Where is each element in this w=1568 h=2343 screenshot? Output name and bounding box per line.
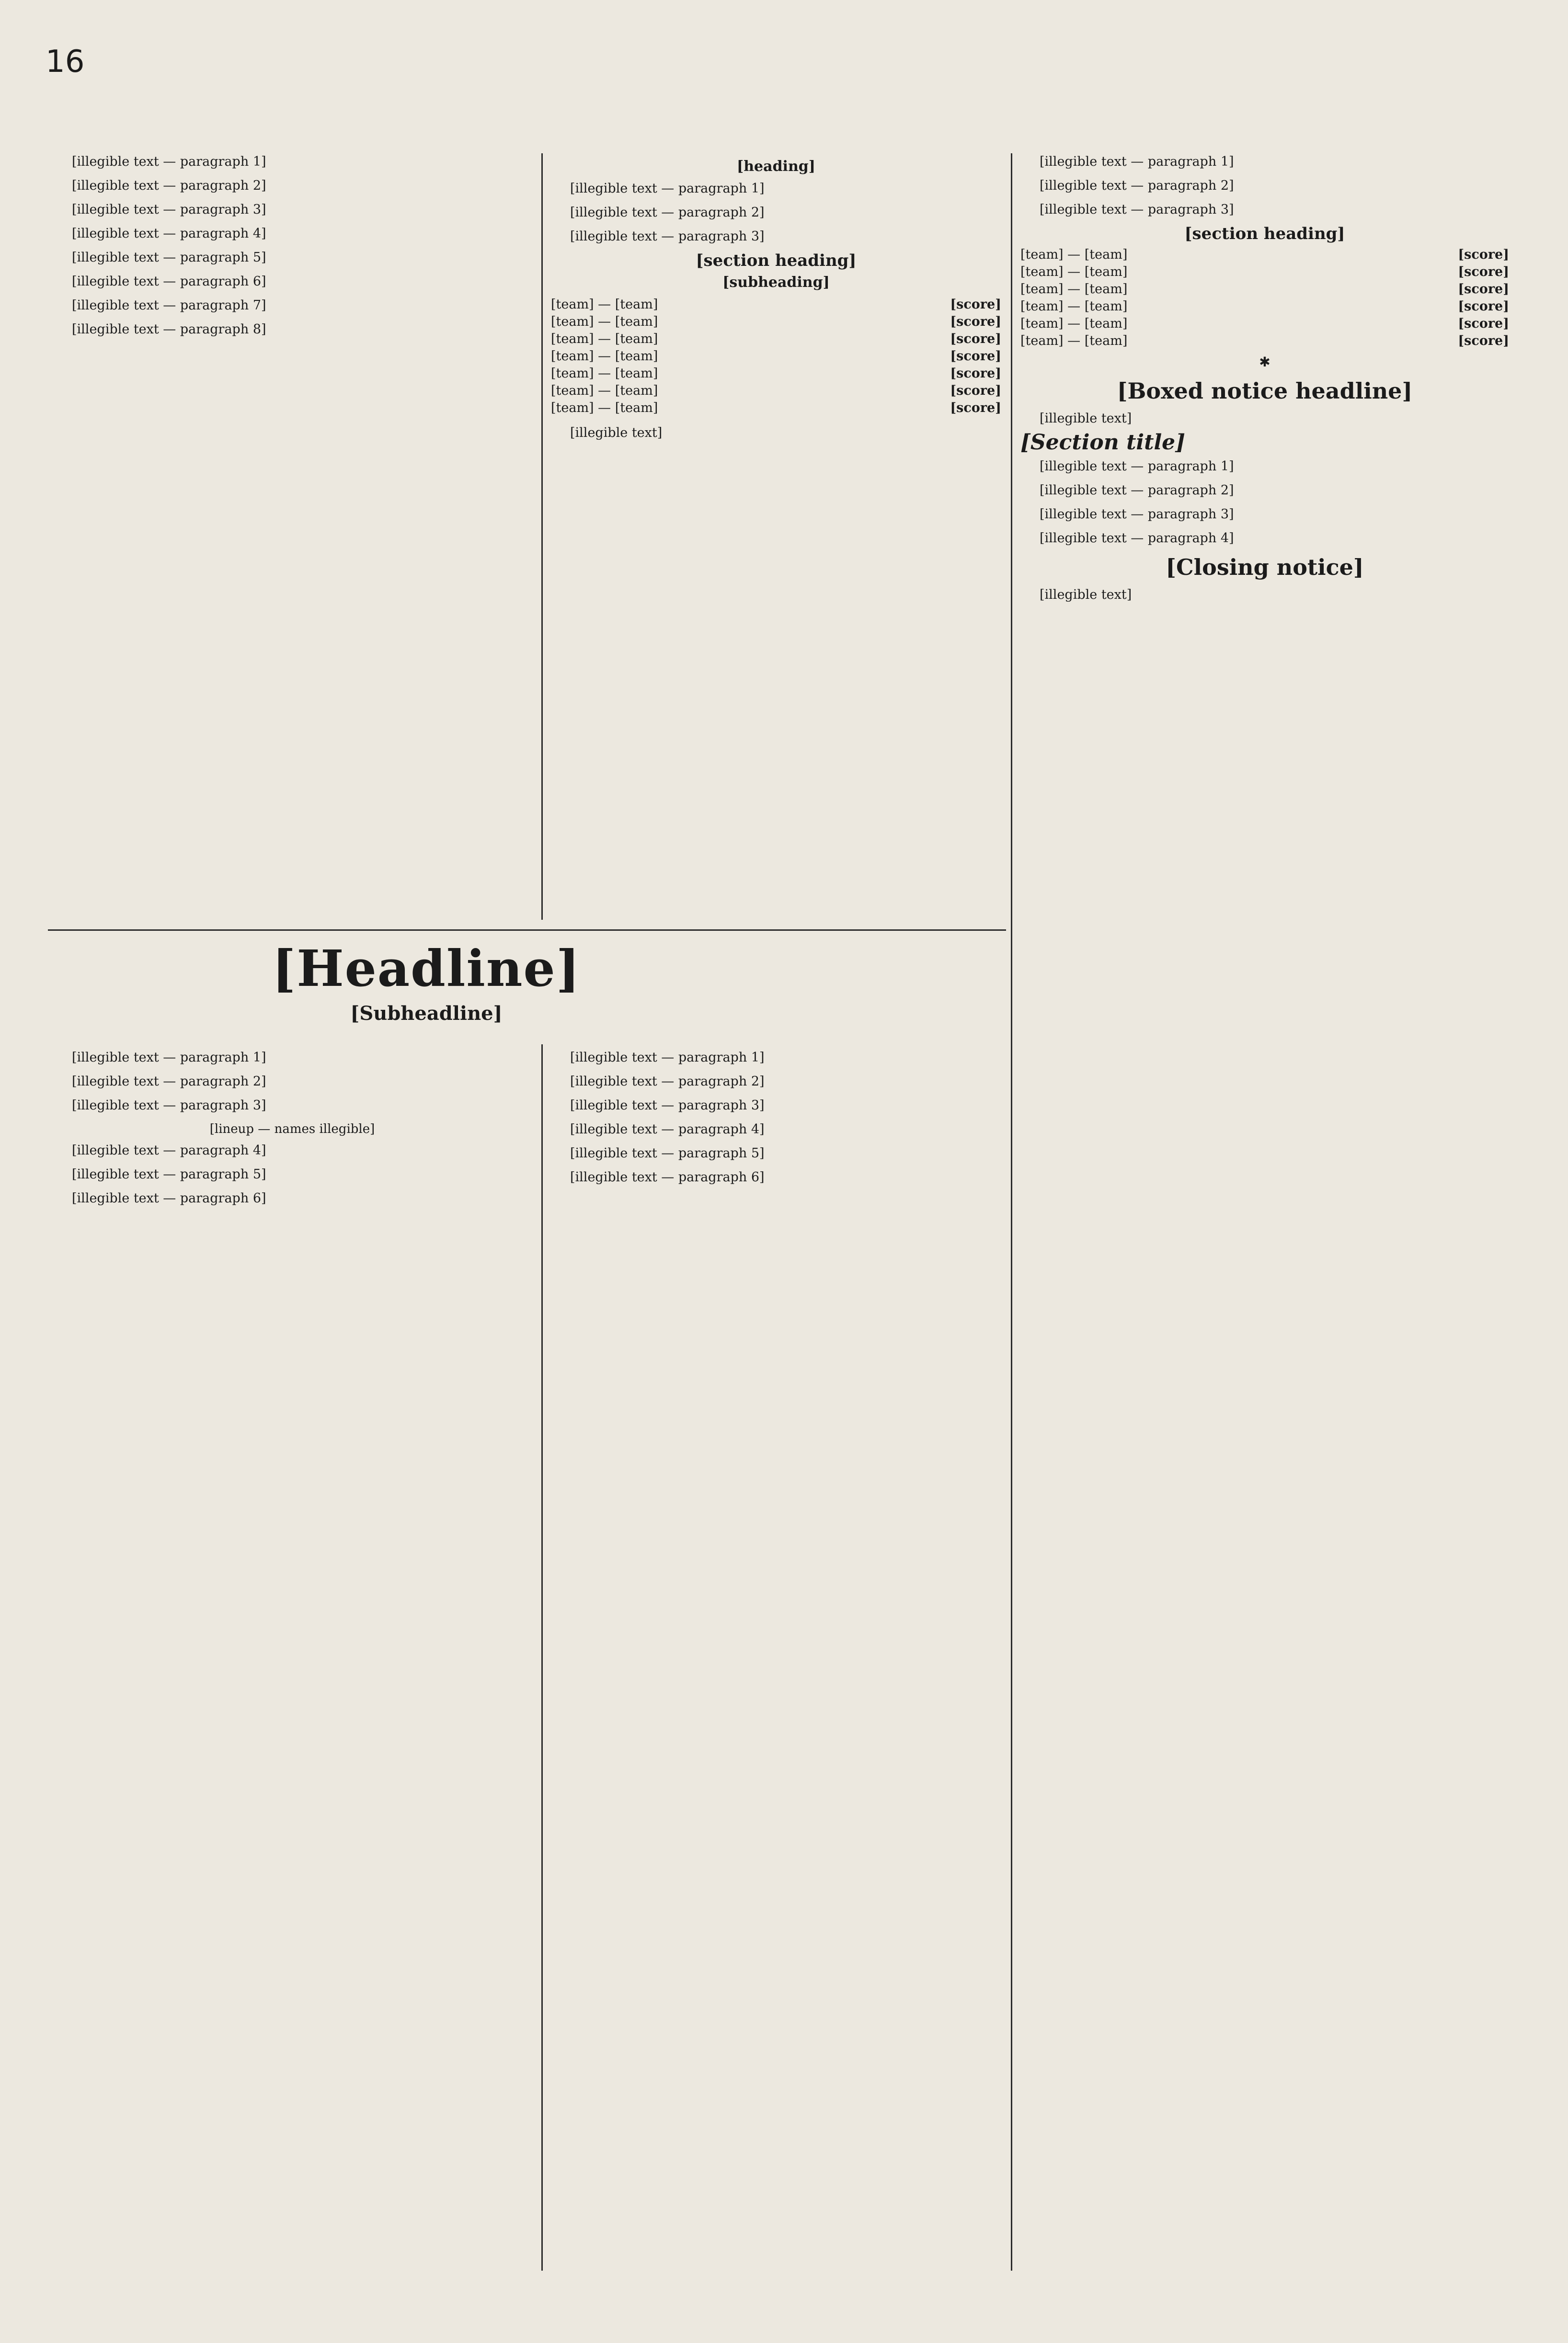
result-score: [score] xyxy=(1458,247,1509,262)
result-row xyxy=(551,296,1001,313)
headline-subtitle: [Subheadline] xyxy=(350,1002,503,1025)
result-score: [score] xyxy=(950,383,1001,398)
left-paragraph: [illegible text — paragraph 2] xyxy=(72,178,266,193)
column-rule-2 xyxy=(1011,153,1012,2271)
left-top-column xyxy=(53,153,532,920)
section-paragraph: [illegible text — paragraph 1] xyxy=(1040,459,1234,474)
result-match: [team] — [team] xyxy=(1020,316,1128,331)
section-paragraph: [illegible text — paragraph 2] xyxy=(1040,483,1234,498)
article-column-2 xyxy=(551,1049,1001,2266)
right-results-head: [section heading] xyxy=(1184,224,1345,243)
team-lineup: [lineup — names illegible] xyxy=(209,1122,375,1136)
closing-text: [illegible text] xyxy=(1040,587,1132,602)
handball-results xyxy=(551,296,1001,417)
result-match: [team] — [team] xyxy=(551,400,658,415)
result-row xyxy=(551,365,1001,382)
result-match: [team] — [team] xyxy=(1020,299,1128,314)
result-match: [team] — [team] xyxy=(551,366,658,381)
result-match: [team] — [team] xyxy=(1020,247,1128,262)
right-paragraph: [illegible text — paragraph 1] xyxy=(1040,154,1234,169)
result-score: [score] xyxy=(1458,316,1509,331)
center-paragraph: [illegible text — paragraph 3] xyxy=(570,229,765,244)
center-top-column xyxy=(551,153,1001,920)
section-paragraph: [illegible text — paragraph 3] xyxy=(1040,507,1234,522)
result-match: [team] — [team] xyxy=(551,297,658,312)
separator-mark: ✱ xyxy=(1259,354,1270,370)
center-heading: [heading] xyxy=(737,158,815,175)
result-score: [score] xyxy=(950,366,1001,381)
result-row xyxy=(1020,281,1509,298)
result-match: [team] — [team] xyxy=(551,383,658,398)
result-match: [team] — [team] xyxy=(551,349,658,364)
notice-headline: [Boxed notice headline] xyxy=(1117,378,1413,404)
result-row xyxy=(551,382,1001,400)
closing-title: [Closing notice] xyxy=(1166,554,1364,580)
result-score: [score] xyxy=(1458,282,1509,297)
result-score: [score] xyxy=(950,331,1001,346)
right-results xyxy=(1020,246,1509,350)
headline-banner xyxy=(53,939,800,1026)
article-column-1 xyxy=(53,1049,532,2266)
notice-text: [illegible text] xyxy=(1040,411,1132,426)
result-row xyxy=(551,331,1001,348)
result-row xyxy=(1020,246,1509,263)
article-paragraph: [illegible text — paragraph 6] xyxy=(72,1191,266,1206)
result-row xyxy=(1020,263,1509,281)
article-paragraph: [illegible text — paragraph 1] xyxy=(570,1050,765,1065)
result-match: [team] — [team] xyxy=(1020,333,1128,348)
result-score: [score] xyxy=(950,297,1001,312)
result-row xyxy=(551,313,1001,331)
result-row xyxy=(551,400,1001,417)
section-paragraph: [illegible text — paragraph 4] xyxy=(1040,531,1234,546)
result-row xyxy=(1020,315,1509,332)
right-column xyxy=(1020,153,1509,2271)
result-score: [score] xyxy=(1458,264,1509,279)
section-title: [Section title] xyxy=(1020,430,1185,455)
result-score: [score] xyxy=(1458,299,1509,314)
result-row xyxy=(1020,298,1509,315)
article-paragraph: [illegible text — paragraph 3] xyxy=(72,1098,266,1113)
result-score: [score] xyxy=(950,314,1001,329)
column-rule-3 xyxy=(541,1044,543,2271)
column-rule-1 xyxy=(541,153,543,920)
article-paragraph: [illegible text — paragraph 5] xyxy=(72,1167,266,1182)
left-paragraph: [illegible text — paragraph 3] xyxy=(72,202,266,217)
left-paragraph: [illegible text — paragraph 1] xyxy=(72,154,266,169)
handball-tail: [illegible text] xyxy=(570,425,663,440)
right-paragraph: [illegible text — paragraph 3] xyxy=(1040,202,1234,217)
article-paragraph: [illegible text — paragraph 5] xyxy=(570,1146,765,1161)
left-paragraph: [illegible text — paragraph 4] xyxy=(72,226,266,241)
left-paragraph: [illegible text — paragraph 6] xyxy=(72,274,266,289)
article-paragraph: [illegible text — paragraph 4] xyxy=(570,1122,765,1137)
result-match: [team] — [team] xyxy=(1020,264,1128,279)
left-paragraph: [illegible text — paragraph 7] xyxy=(72,298,266,313)
result-match: [team] — [team] xyxy=(551,314,658,329)
right-paragraph: [illegible text — paragraph 2] xyxy=(1040,178,1234,193)
article-paragraph: [illegible text — paragraph 2] xyxy=(570,1074,765,1089)
center-paragraph: [illegible text — paragraph 2] xyxy=(570,205,765,220)
result-match: [team] — [team] xyxy=(551,331,658,346)
result-score: [score] xyxy=(1458,333,1509,348)
result-score: [score] xyxy=(950,400,1001,415)
result-score: [score] xyxy=(950,349,1001,364)
article-paragraph: [illegible text — paragraph 1] xyxy=(72,1050,266,1065)
result-row xyxy=(1020,332,1509,350)
article-paragraph: [illegible text — paragraph 3] xyxy=(570,1098,765,1113)
left-paragraph: [illegible text — paragraph 5] xyxy=(72,250,266,265)
article-paragraph: [illegible text — paragraph 2] xyxy=(72,1074,266,1089)
page-number: 16 xyxy=(46,44,85,80)
article-paragraph: [illegible text — paragraph 6] xyxy=(570,1170,765,1185)
left-paragraph: [illegible text — paragraph 8] xyxy=(72,322,266,337)
handball-subtitle: [subheading] xyxy=(722,274,830,291)
banner-rule xyxy=(48,929,1006,931)
article-paragraph: [illegible text — paragraph 4] xyxy=(72,1143,266,1158)
headline-title: [Headline] xyxy=(272,939,581,998)
handball-title: [section heading] xyxy=(696,251,857,270)
result-match: [team] — [team] xyxy=(1020,282,1128,297)
center-paragraph: [illegible text — paragraph 1] xyxy=(570,181,765,196)
result-row xyxy=(551,348,1001,365)
